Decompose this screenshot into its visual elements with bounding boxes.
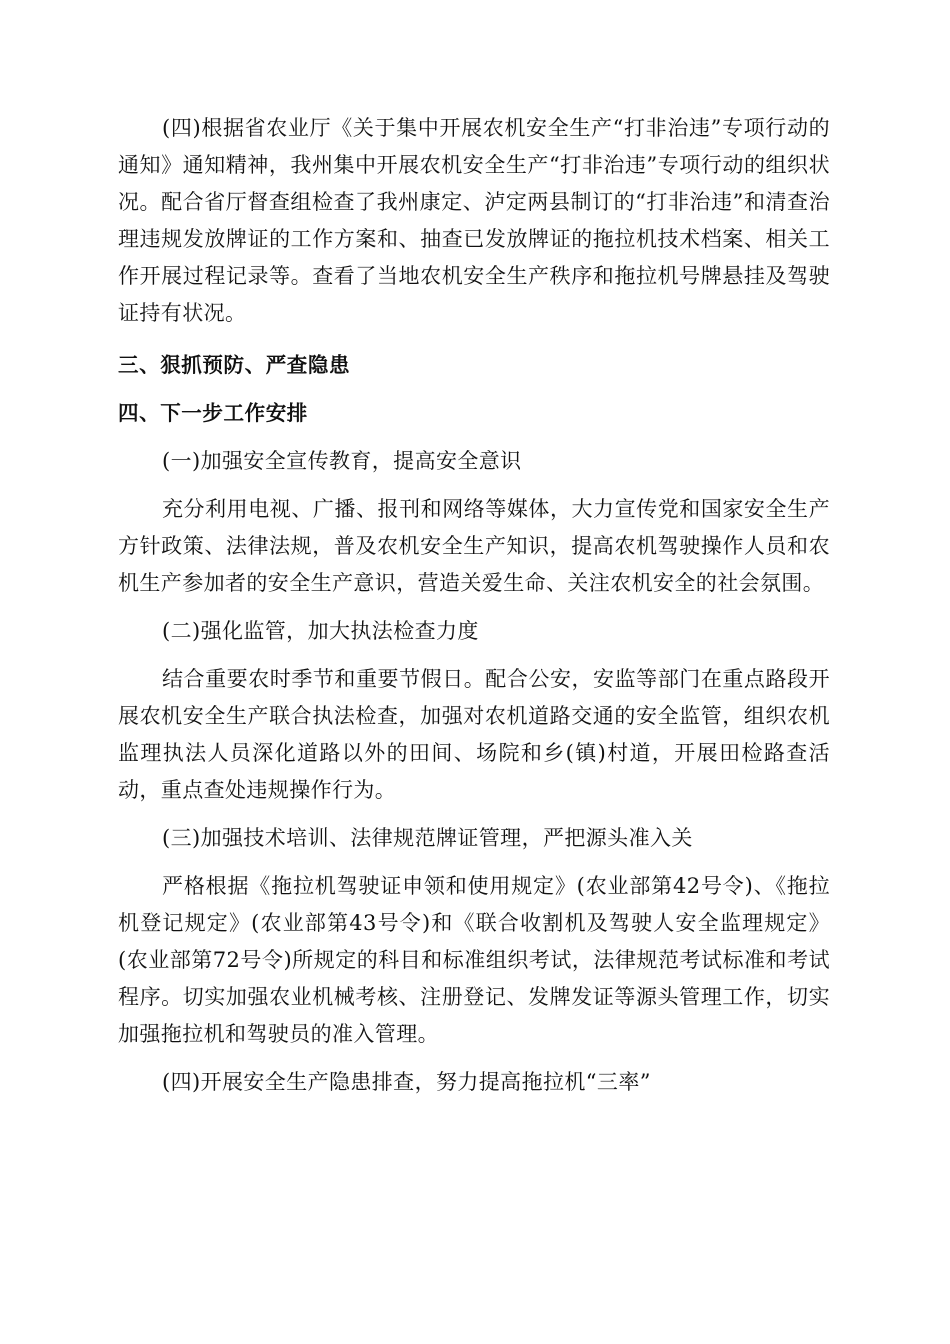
paragraph-training: 严格根据《拖拉机驾驶证申领和使用规定》(农业部第42号令)、《拖拉机登记规定》(农业部第43号令)和《联合收割机及驾驶人安全监理规定》(农业部第72号令)所规定的科目和标准组织考试，法律规范考试标准和考试程序。切实加强农业机械考核、注册登记、发牌发证等源头管理工作，切实加强拖拉机和驾驶员的准入管理。 <box>118 874 830 1046</box>
paragraph-inspection: (四)根据省农业厅《关于集中开展农机安全生产“打非治违”专项行动的通知》通知精神，我州集中开展农机安全生产“打非治违”专项行动的组织状况。配合省厅督查组检查了我州康定、泸定两县制订的“打非治违”和清查治理违规发放牌证的工作方案和、抽查已发放牌证的拖拉机技术档案、相关工作开展过程记录等。查看了当地农机安全生产秩序和拖拉机号牌悬挂及驾驶证持有状况。 <box>118 116 830 325</box>
paragraph-publicity: 充分利用电视、广播、报刊和网络等媒体，大力宣传党和国家安全生产方针政策、法律法规，普及农机安全生产知识，提高农机驾驶操作人员和农机生产参加者的安全生产意识，营造关爱生命、关注农机安全的社会氛围。 <box>118 497 830 595</box>
document-body <box>118 110 830 1101</box>
subheading-publicity: (一)加强安全宣传教育，提高安全意识 <box>162 449 522 473</box>
heading-section-four: 四、下一步工作安排 <box>118 401 308 425</box>
subheading-training: (三)加强技术培训、法律规范牌证管理，严把源头准入关 <box>162 826 693 850</box>
paragraph-supervision: 结合重要农时季节和重要节假日。配合公安，安监等部门在重点路段开展农机安全生产联合执法检查，加强对农机道路交通的安全监管，组织农机监理执法人员深化道路以外的田间、场院和乡(镇)村道，开展田检路查活动，重点查处违规操作行为。 <box>118 667 830 802</box>
heading-section-three: 三、狠抓预防、严查隐患 <box>118 353 351 377</box>
subheading-hazard-check: (四)开展安全生产隐患排查，努力提高拖拉机“三率” <box>162 1070 651 1094</box>
subheading-supervision: (二)强化监管，加大执法检查力度 <box>162 619 479 643</box>
